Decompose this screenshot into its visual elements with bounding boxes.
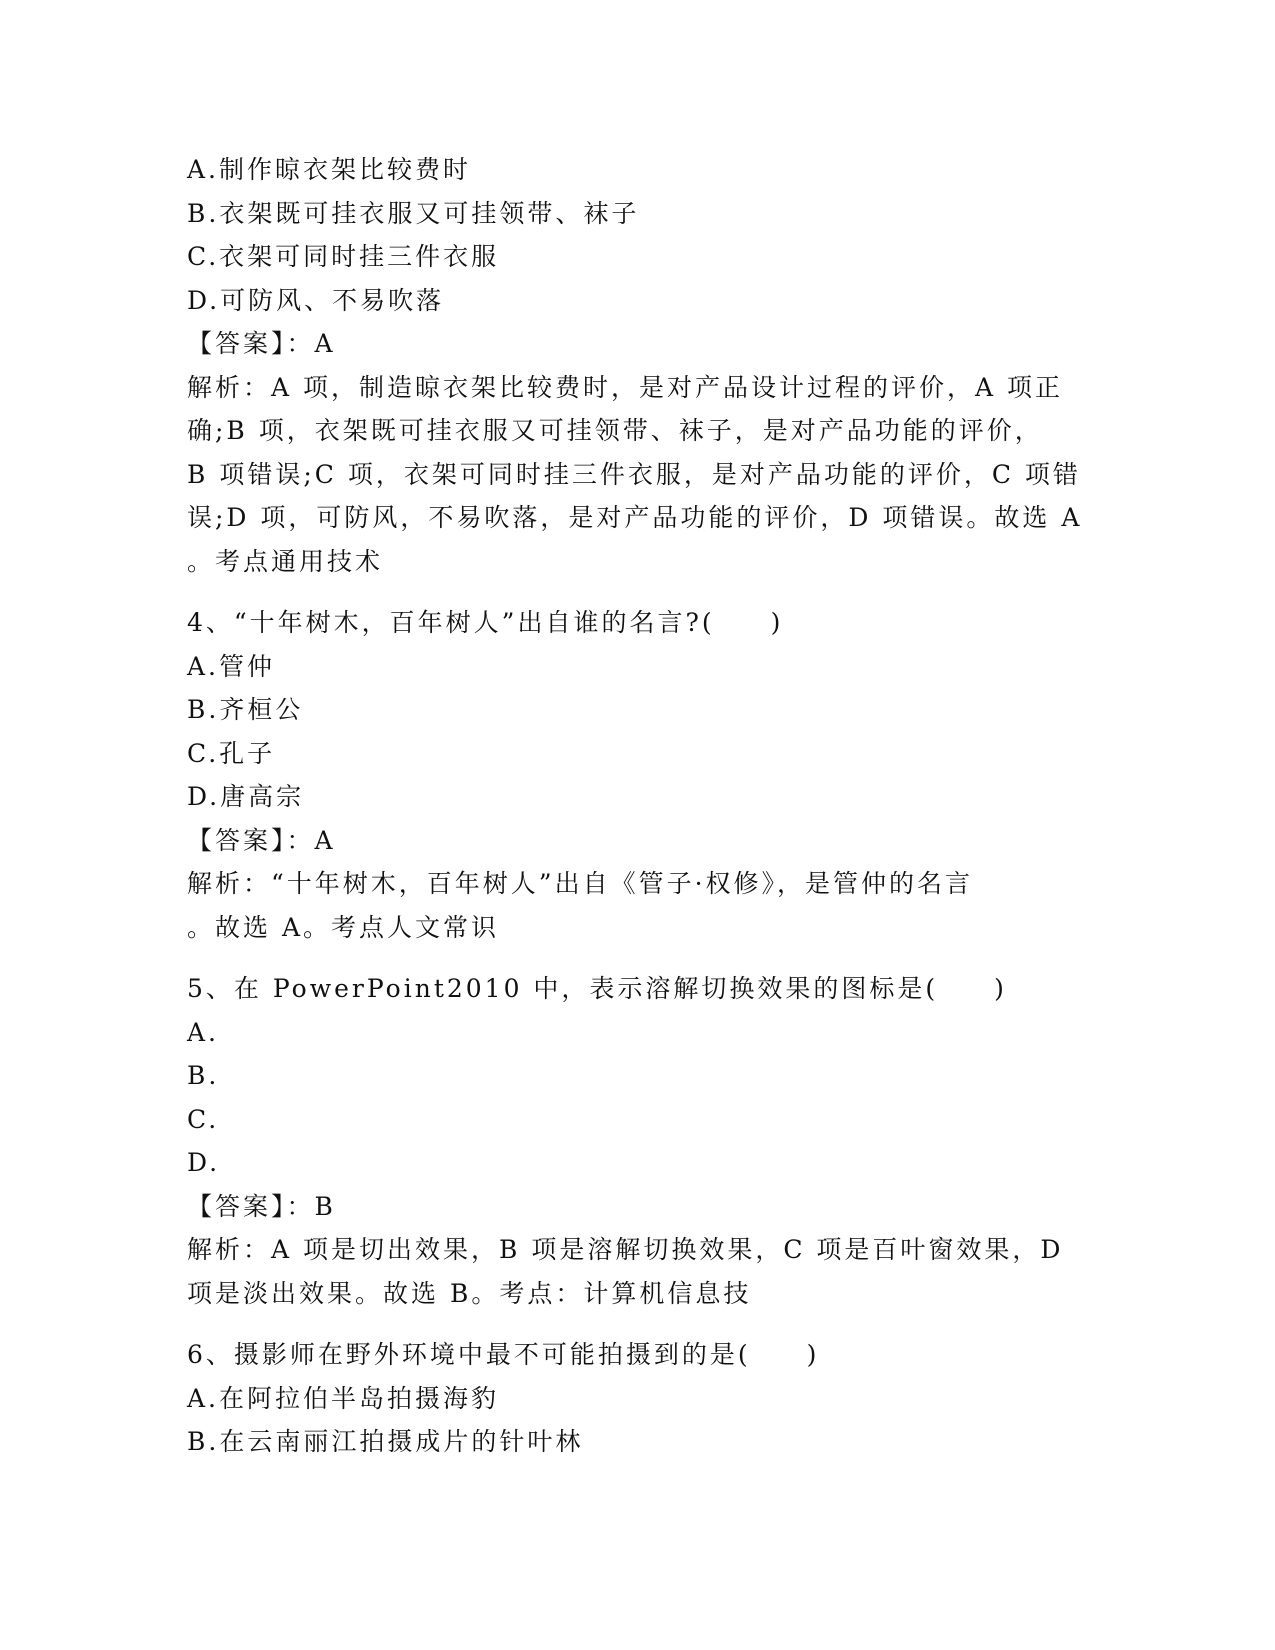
q5-answer: 【答案】：B bbox=[187, 1191, 336, 1221]
q3-analysis-line: 解析：A 项，制造晾衣架比较费时，是对产品设计过程的评价，A 项正 bbox=[187, 372, 1064, 402]
q5-question: 5、在 PowerPoint2010 中，表示溶解切换效果的图标是( ) bbox=[187, 974, 1007, 1003]
q4-option-a: A.管仲 bbox=[187, 651, 276, 681]
q3-option-b: B.衣架既可挂衣服又可挂领带、袜子 bbox=[187, 198, 640, 228]
q4-option-d: D.唐高宗 bbox=[187, 782, 305, 811]
question-4 bbox=[187, 601, 1087, 949]
q6-question: 6、摄影师在野外环境中最不可能拍摄到的是( ) bbox=[187, 1340, 820, 1369]
q6-option-b: B.在云南丽江拍摄成片的针叶林 bbox=[187, 1427, 584, 1456]
q5-analysis-line: 项是淡出效果。故选 B。考点：计算机信息技 bbox=[187, 1278, 752, 1308]
q5-option-a: A. bbox=[187, 1017, 220, 1047]
q3-analysis-line: B 项错误;C 项，衣架可同时挂三件衣服，是对产品功能的评价，C 项错 bbox=[187, 459, 1081, 489]
q4-analysis-line: 解析：“十年树木，百年树人”出自《管子·权修》，是管仲的名言 bbox=[187, 869, 974, 898]
q4-question: 4、“十年树木，百年树人”出自谁的名言?( ) bbox=[187, 608, 784, 637]
spacer bbox=[187, 949, 1087, 967]
q4-option-b: B.齐桓公 bbox=[187, 695, 304, 724]
q3-option-d: D.可防风、不易吹落 bbox=[187, 285, 445, 315]
q4-option-c: C.孔子 bbox=[187, 738, 276, 768]
q3-analysis-line: 。考点通用技术 bbox=[187, 546, 384, 576]
q3-option-c: C.衣架可同时挂三件衣服 bbox=[187, 242, 500, 271]
q3-option-a: A.制作晾衣架比较费时 bbox=[187, 155, 472, 184]
q5-analysis-line: 解析：A 项是切出效果，B 项是溶解切换效果，C 项是百叶窗效果，D bbox=[187, 1235, 1064, 1264]
q5-option-d: D. bbox=[187, 1148, 221, 1177]
spacer bbox=[187, 583, 1087, 601]
q3-analysis-line: 误;D 项，可防风，不易吹落，是对产品功能的评价，D 项错误。故选 A bbox=[187, 503, 1083, 532]
q3-analysis-line: 确;B 项，衣架既可挂衣服又可挂领带、袜子，是对产品功能的评价， bbox=[187, 416, 1043, 445]
q5-option-b: B. bbox=[187, 1061, 220, 1090]
question-3 bbox=[187, 148, 1087, 583]
question-6 bbox=[187, 1333, 1087, 1464]
document-content bbox=[187, 148, 1087, 1464]
q4-answer: 【答案】：A bbox=[187, 825, 336, 855]
spacer bbox=[187, 1315, 1087, 1333]
q4-analysis-line: 。故选 A。考点人文常识 bbox=[187, 912, 500, 942]
q5-option-c: C. bbox=[187, 1104, 220, 1134]
q3-answer: 【答案】：A bbox=[187, 329, 336, 358]
q6-option-a: A.在阿拉伯半岛拍摄海豹 bbox=[187, 1383, 500, 1413]
question-5 bbox=[187, 967, 1087, 1315]
